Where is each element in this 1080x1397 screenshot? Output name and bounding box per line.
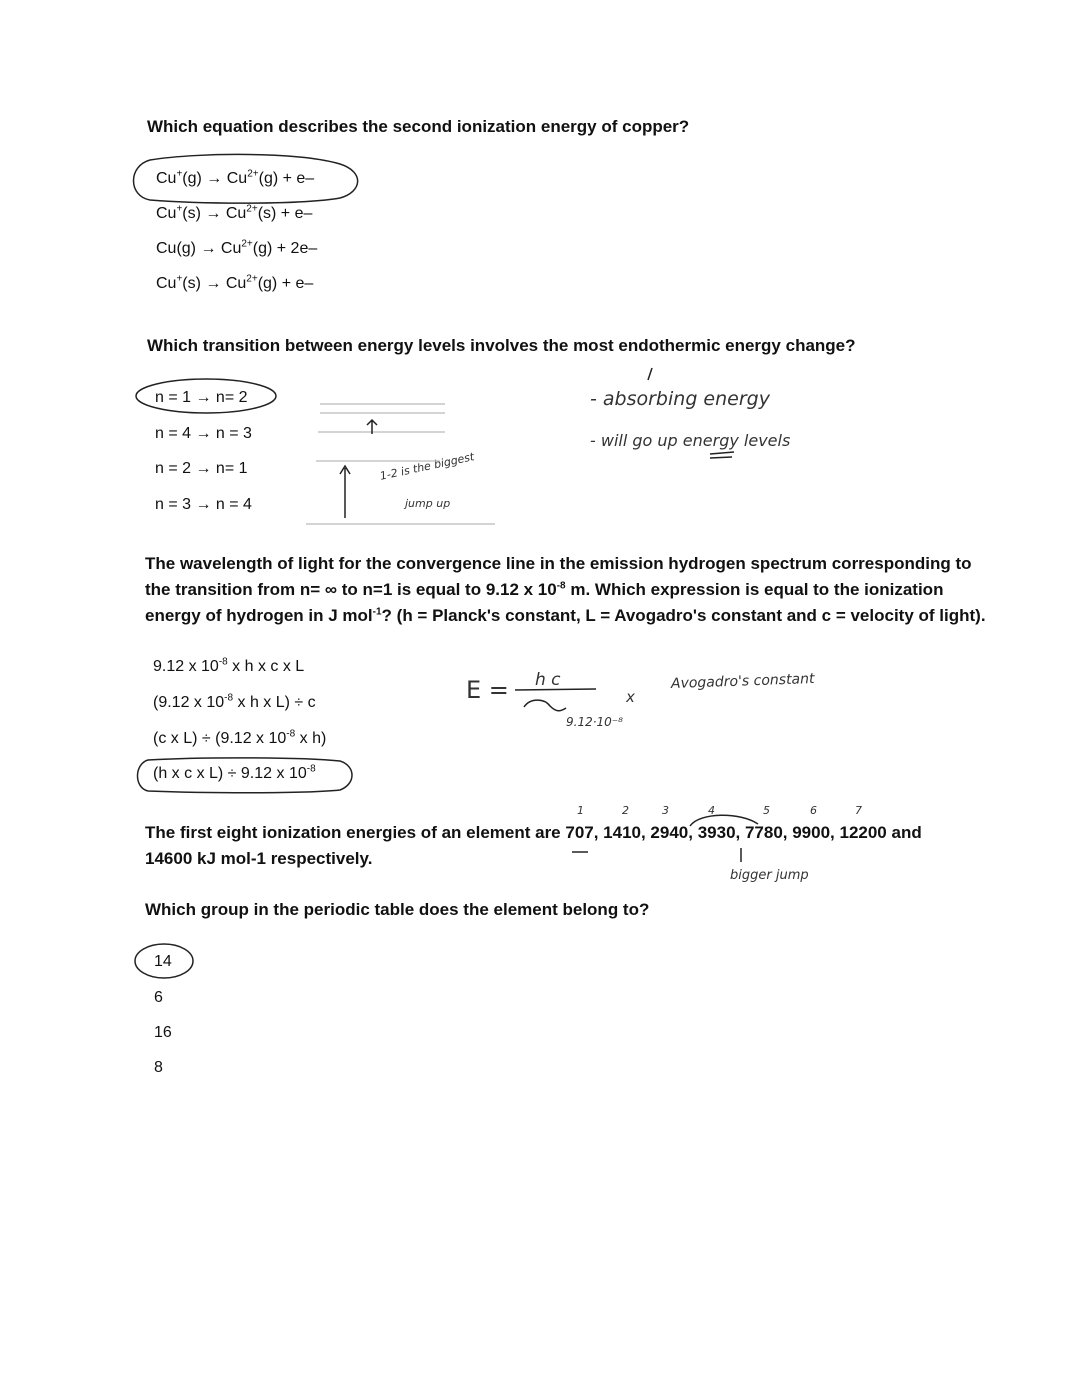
handwritten-index-1: 1 [577,804,584,817]
q2-option-c[interactable]: n = 2 → n= 1 [155,460,248,477]
question-3-line-2: the transition from n= ∞ to n=1 is equal to 9.12 x $10^{-8}$ m. Which expression is equal to the ionization [145,580,944,599]
handwritten-note-absorbing: - absorbing energy [590,388,770,410]
q1-option-a[interactable]: $Cu^+(g) \to Cu^{2+}(g) + e-$ [156,168,315,187]
question-4-text: Which group in the periodic table does the element belong to? [145,900,650,919]
question-3-line-3: energy of hydrogen in J mol$^{-1}$? (h = Planck's constant, L = Avogadro's constant and c = velocity of light). [145,606,986,625]
question-4-line-1: The first eight ionization energies of an element are 707, 1410, 2940, 3930, 7780, 9900, 12200 and [145,823,922,842]
question-1-text: Which equation describes the second ionization energy of copper? [147,117,690,136]
handwritten-index-2: 2 [622,804,629,817]
q1-option-d[interactable]: $Cu^+(s) \to Cu^{2+}(g) + e-$ [156,273,314,292]
q4-option-a[interactable]: 14 [154,953,172,970]
lambda-scribble [524,700,566,711]
q1-option-c[interactable]: $Cu(g) \to Cu^{2+}(g) + 2e-$ [156,238,318,257]
handwritten-bigger-jump: bigger jump [730,868,809,883]
q2-option-b[interactable]: n = 4 → n = 3 [155,425,252,442]
ionization-jump-bracket [690,815,758,826]
handwritten-e-equals: E = [466,676,509,704]
q3-option-d[interactable]: (h x c x L) ÷ 9.12 x $10^{-8}$ [153,763,316,782]
q3-option-b[interactable]: (9.12 x $10^{-8}$ x h x L) ÷ c [153,692,316,711]
q4-option-b[interactable]: 6 [154,989,163,1006]
handwritten-index-3: 3 [662,804,669,817]
handwritten-note-jump-up: jump up [405,497,451,510]
underline-up [710,452,734,458]
handwritten-lambda-value: 9.12·10⁻⁸ [566,715,623,729]
handwritten-index-5: 5 [763,804,770,817]
q2-option-d[interactable]: n = 3 → n = 4 [155,496,252,513]
q4-answer-circle [135,944,193,978]
long-up-arrow [340,466,350,518]
q1-option-b[interactable]: $Cu^+(s) \to Cu^{2+}(s) + e-$ [156,203,313,222]
handwritten-hc: h c [535,670,561,690]
q3-answer-circle [138,758,353,793]
fraction-bar [515,689,596,690]
q2-option-a[interactable]: n = 1 → n= 2 [155,389,248,406]
question-2-text: Which transition between energy levels involves the most endothermic energy change? [147,336,856,355]
handwritten-index-6: 6 [810,804,817,817]
handwritten-note-biggest: 1-2 is the biggest [378,450,476,483]
handwritten-index-4: 4 [708,804,715,817]
handwritten-index-7: 7 [855,804,862,817]
question-3-line-1: The wavelength of light for the convergence line in the emission hydrogen spectrum corresponding to [145,554,972,573]
handwritten-times: x [626,688,635,706]
q2-answer-circle [136,379,276,413]
q4-option-c[interactable]: 16 [154,1024,172,1041]
q1-answer-circle [134,154,358,203]
q3-option-c[interactable]: (c x L) ÷ (9.12 x $10^{-8}$ x h) [153,728,327,747]
q3-option-a[interactable]: 9.12 x $10^{-8}$ x h x c x L [153,656,305,675]
handwritten-note-energy-levels: - will go up energy levels [590,431,791,450]
q4-option-d[interactable]: 8 [154,1059,163,1076]
question-4-line-2: 14600 kJ mol-1 respectively. [145,849,373,868]
accent-mark [648,368,652,380]
handwritten-avogadro: Avogadro's constant [670,670,815,692]
